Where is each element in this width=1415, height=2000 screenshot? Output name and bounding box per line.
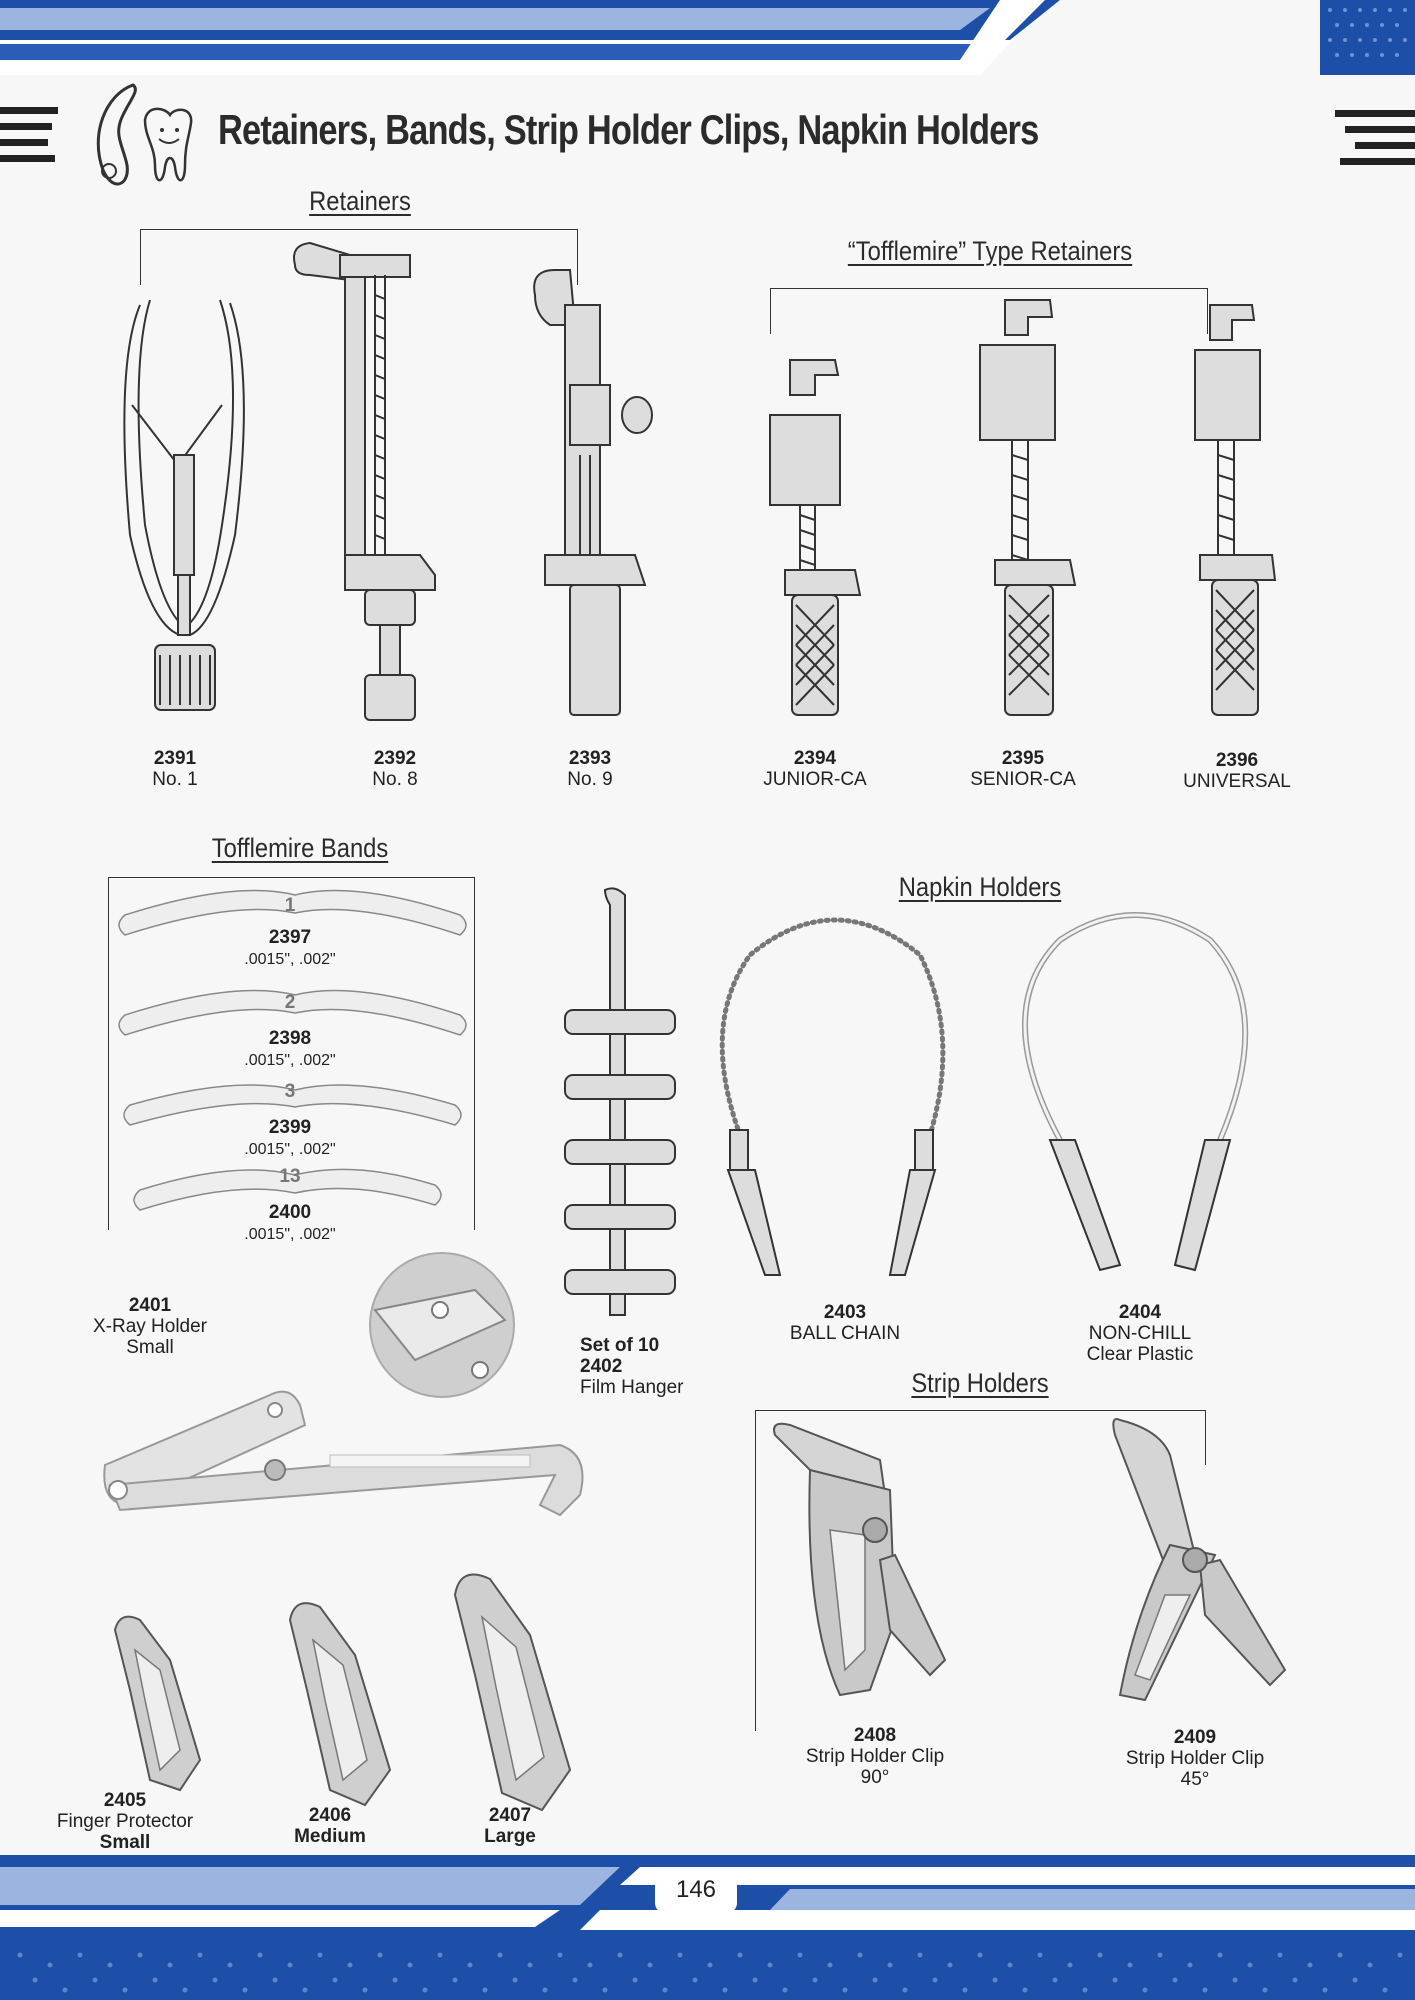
label-2398: 2398 .0015", .002" [244,1028,336,1069]
label-2401: 2401 X-Ray Holder Small [92,1295,208,1358]
label-2405: 2405 Finger Protector Small [56,1790,194,1853]
page-number: 146 [655,1867,737,1913]
label-2394: 2394 JUNIOR-CA [763,748,867,790]
section-title-retainers: Retainers [309,186,411,216]
label-2395: 2395 SENIOR-CA [970,748,1076,790]
film-hanger-2402-image [555,885,690,1325]
finger-protector-2406-image [285,1595,395,1810]
page-title: Retainers, Bands, Strip Holder Clips, Napkin Holders [218,106,1039,153]
finger-protector-2407-image [450,1565,575,1815]
retainer-2395-image [970,295,1080,720]
label-2407: 2407 Large [484,1805,536,1847]
napkin-holder-2404-image [1000,910,1270,1280]
label-2397: 2397 .0015", .002" [244,927,336,968]
band-number-3: 3 [284,1081,296,1102]
section-title-tofflemire-bands: Tofflemire Bands [211,833,389,863]
napkin-holder-2403-image [710,905,960,1280]
retainer-2394-image [760,355,870,720]
label-2404: 2404 NON-CHILL Clear Plastic [1086,1302,1194,1365]
retainer-2393-image [525,265,675,720]
retainer-2391-image [110,285,260,725]
label-2392: 2392 No. 8 [372,748,418,790]
retainer-2392-image [290,235,450,730]
tooth-logo-icon [85,75,195,205]
section-title-napkin-holders: Napkin Holders [898,872,1062,902]
label-2396: 2396 UNIVERSAL [1183,750,1291,792]
finger-protector-2405-image [110,1610,205,1795]
strip-holder-clip-2408-image [770,1420,955,1710]
label-2400: 2400 .0015", .002" [244,1202,336,1243]
section-title-tofflemire-retainers: “Tofflemire” Type Retainers [847,236,1133,266]
strip-holder-clip-2409-image [1105,1415,1290,1710]
band-number-13: 13 [279,1166,301,1187]
band-number-1: 1 [284,895,296,916]
header-band [0,0,1415,75]
label-2408: 2408 Strip Holder Clip 90° [805,1725,945,1788]
label-2393: 2393 No. 9 [567,748,613,790]
band-number-2: 2 [284,992,296,1013]
label-2391: 2391 No. 1 [152,748,198,790]
left-stripes [0,105,60,170]
label-2406: 2406 Medium [294,1805,366,1847]
label-2399: 2399 .0015", .002" [244,1117,336,1158]
label-2409: 2409 Strip Holder Clip 45° [1125,1727,1265,1790]
section-title-strip-holders: Strip Holders [911,1368,1049,1398]
label-2403: 2403 BALL CHAIN [789,1302,901,1344]
label-2402: Set of 10 2402 Film Hanger [580,1335,684,1398]
retainer-2396-image [1180,300,1280,720]
right-stripes [1330,108,1415,173]
xray-holder-2401-image [90,1355,600,1535]
